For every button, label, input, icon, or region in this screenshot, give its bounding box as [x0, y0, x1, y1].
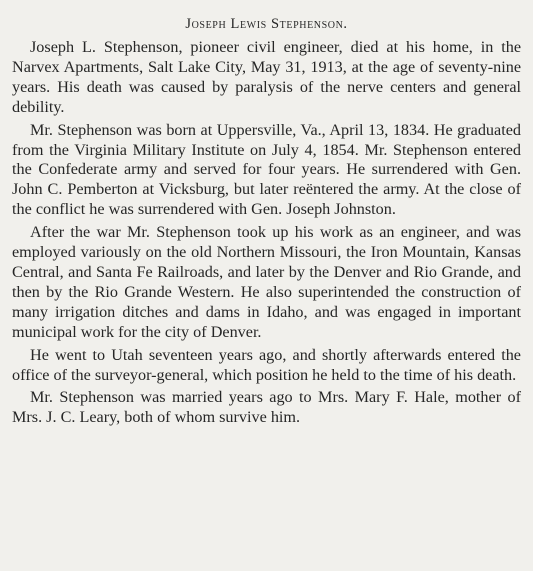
paragraph-early-life: Mr. Stephenson was born at Uppersville, Va., April 13, 1834. He graduated from the Virginia Military Institute on July 4, 1854. Mr. Stephenson entered the Confederate army and served for four years. He surrendered with Gen. John C. Pemberton at Vicksburg, but later reëntered the army. At the close of the conflict he was surrendered with Gen. Joseph Johnston. [12, 120, 521, 219]
paragraph-family: Mr. Stephenson was married years ago to Mrs. Mary F. Hale, mother of Mrs. J. C. Leary, both of whom survive him. [12, 388, 521, 427]
paragraph-utah: He went to Utah seventeen years ago, and shortly afterwards entered the office of the surveyor-general, which position he held to the time of his death. [12, 345, 521, 384]
paragraph-career: After the war Mr. Stephenson took up his work as an engineer, and was employed variously on the old Northern Missouri, the Iron Mountain, Kansas Central, and Santa Fe Railroads, and later by the Denver and Rio Grande, and then by the Rio Grande Western. He also superintended the construction of many irrigation ditches and dams in Idaho, and was engaged in important municipal work for the city of Denver. [12, 223, 521, 341]
paragraph-death: Joseph L. Stephenson, pioneer civil engineer, died at his home, in the Narvex Apartments, Salt Lake City, May 31, 1913, at the age of seventy-nine years. His death was caused by paralysis of the nerve centers and general debility. [12, 38, 521, 116]
article-title: Joseph Lewis Stephenson. [185, 16, 348, 32]
